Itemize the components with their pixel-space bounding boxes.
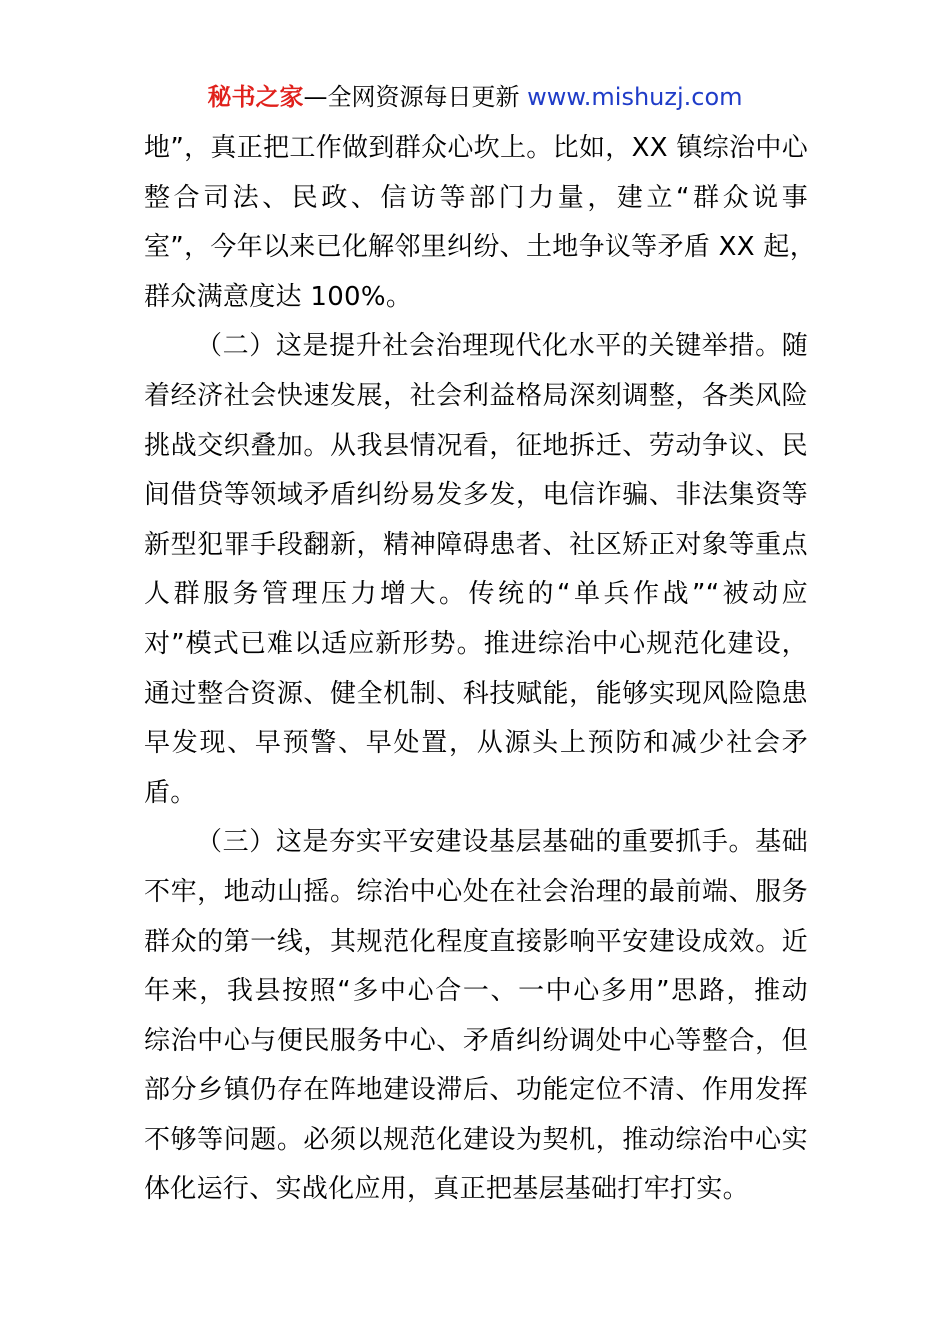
text-line: 室”，今年以来已化解邻里纠纷、土地争议等矛盾 XX 起， [144, 232, 817, 263]
paragraph-continued [144, 124, 817, 322]
header-tagline: —全网资源每日更新 [303, 83, 520, 111]
text-line: 群众满意度达 100%。 [144, 281, 413, 312]
site-url-link[interactable]: www.mishuzj.com [527, 83, 743, 111]
paragraph-section-three [144, 818, 808, 1215]
text-line: 不牢，地动山摇。综治中心处在社会治理的最前端、服务 [144, 876, 808, 907]
text-line: 早发现、早预警、早处置，从源头上预防和减少社会矛 [144, 728, 808, 759]
document-body [144, 124, 817, 1215]
text-line: 盾。 [144, 777, 197, 808]
text-line: 综治中心与便民服务中心、矛盾纠纷调处中心等整合，但 [144, 1025, 808, 1056]
text-line: 对”模式已难以适应新形势。推进综治中心规范化建设， [144, 628, 808, 659]
brand-name: 秘书之家 [207, 83, 304, 111]
text-line: 通过整合资源、健全机制、科技赋能，能够实现风险隐患 [144, 678, 808, 709]
text-line: 人群服务管理压力增大。传统的“单兵作战”“被动应 [144, 579, 808, 610]
text-line: 年来，我县按照“多中心合一、一中心多用”思路，推动 [144, 976, 808, 1007]
text-line: 不够等问题。必须以规范化建设为契机，推动综治中心实 [144, 1124, 808, 1155]
text-line: 着经济社会快速发展，社会利益格局深刻调整，各类风险 [144, 380, 808, 411]
text-line: 整合司法、民政、信访等部门力量，建立“群众说事 [144, 182, 808, 213]
text-line: 间借贷等领域矛盾纠纷易发多发，电信诈骗、非法集资等 [144, 480, 808, 511]
text-line: （二）这是提升社会治理现代化水平的关键举措。随 [196, 331, 808, 362]
text-line: 地”，真正把工作做到群众心坎上。比如，XX 镇综治中心 [144, 133, 808, 163]
text-line: 体化运行、实战化应用，真正把基层基础打牢打实。 [144, 1174, 749, 1205]
text-line: 群众的第一线，其规范化程度直接影响平安建设成效。近 [144, 926, 808, 957]
text-line: 部分乡镇仍存在阵地建设滞后、功能定位不清、作用发挥 [144, 1075, 808, 1106]
page-header [0, 80, 950, 114]
text-line: （三）这是夯实平安建设基层基础的重要抓手。基础 [196, 827, 808, 858]
text-line: 挑战交织叠加。从我县情况看，征地拆迁、劳动争议、民 [144, 430, 808, 461]
text-line: 新型犯罪手段翻新，精神障碍患者、社区矫正对象等重点 [144, 529, 808, 560]
paragraph-section-two [144, 322, 808, 818]
